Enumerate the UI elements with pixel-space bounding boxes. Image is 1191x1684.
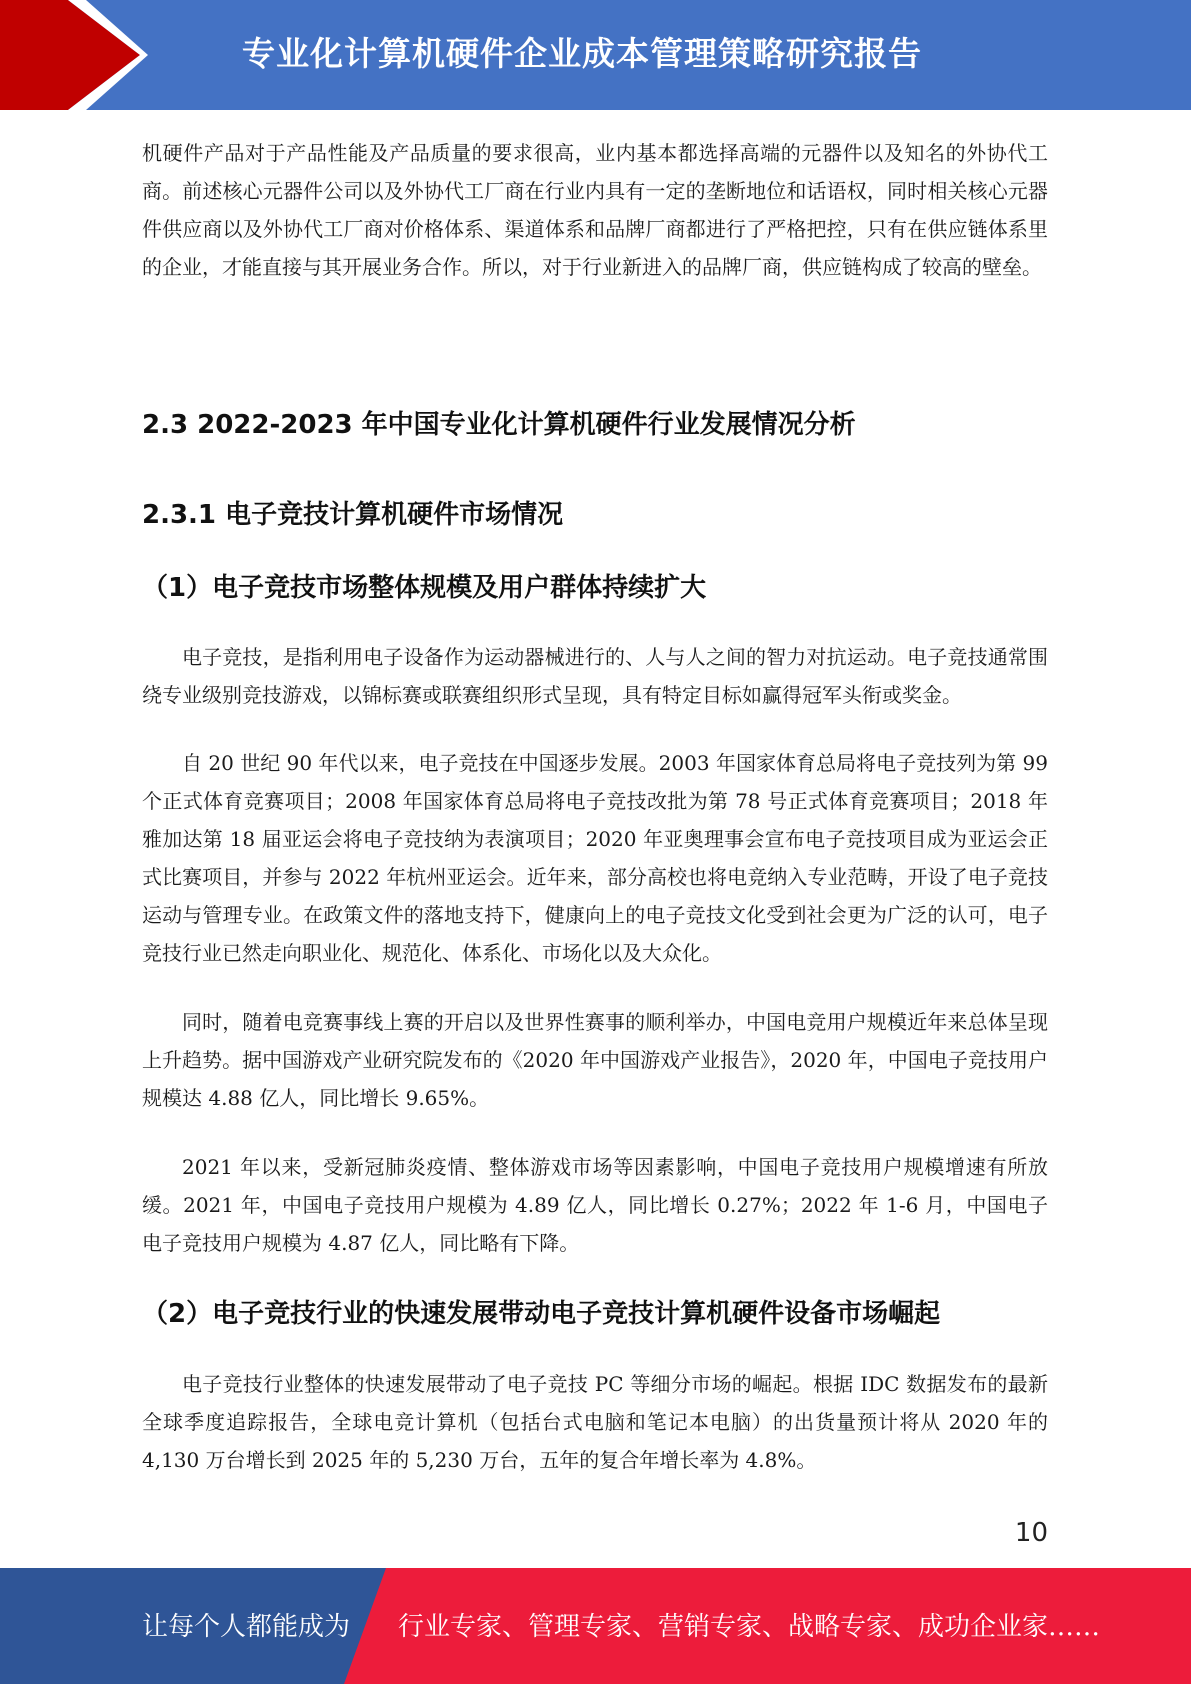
paragraph-1: 电子竞技，是指利用电子设备作为运动器械进行的、人与人之间的智力对抗运动。电子竞技通常围绕专业级别竞技游戏，以锦标赛或联赛组织形式呈现，具有特定目标如赢得冠军头衔或奖金。 [142, 645, 1048, 707]
footer-slogan-left: 让每个人都能成为 [142, 1612, 351, 1642]
page-header [0, 0, 1191, 110]
paragraph-3: 同时，随着电竞赛事线上赛的开启以及世界性赛事的顺利举办，中国电竞用户规模近年来总体呈现上升趋势。据中国游戏产业研究院发布的《2020 年中国游戏产业报告》，2020 年，中国电子竞技用户规模达 4.88 亿人，同比增长 9.65%。 [142, 1010, 1048, 1110]
page-footer [0, 1568, 1191, 1684]
paragraph-5: 电子竞技行业整体的快速发展带动了电子竞技 PC 等细分市场的崛起。根据 IDC 数据发布的最新全球季度追踪报告，全球电竞计算机（包括台式电脑和笔记本电脑）的出货量预计将从 2020 年的 4,130 万台增长到 2025 年的 5,230 万台，五年的复合年增长率为 4.8%。 [142, 1372, 1048, 1472]
point2-heading: （2）电子竞技行业的快速发展带动电子竞技计算机硬件设备市场崛起 [142, 1299, 941, 1329]
subsection-heading: 2.3.1 电子竞技计算机硬件市场情况 [142, 500, 564, 530]
page-number: 10 [1014, 1518, 1048, 1548]
point1-heading: （1）电子竞技市场整体规模及用户群体持续扩大 [142, 573, 707, 603]
paragraph-2: 自 20 世纪 90 年代以来，电子竞技在中国逐步发展。2003 年国家体育总局将电子竞技列为第 99 个正式体育竞赛项目；2008 年国家体育总局将电子竞技改批为第 78 号正式体育竞赛项目；2018 年雅加达第 18 届亚运会将电子竞技纳为表演项目；2020 年亚奥理事会宣布电子竞技项目成为亚运会正式比赛项目，并参与 2022 年杭州亚运会。近年来，部分高校也将电竞纳入专业范畴，开设了电子竞技运动与管理专业。在政策文件的落地支持下，健康向上的电子竞技文化受到社会更为广泛的认可，电子竞技行业已然走向职业化、规范化、体系化、市场化以及大众化。 [142, 751, 1048, 965]
report-title: 专业化计算机硬件企业成本管理策略研究报告 [242, 34, 922, 73]
paragraph-4: 2021 年以来，受新冠肺炎疫情、整体游戏市场等因素影响，中国电子竞技用户规模增速有所放缓。2021 年，中国电子竞技用户规模为 4.89 亿人，同比增长 0.27%；2022 年 1-6 月，中国电子电子竞技用户规模为 4.87 亿人，同比略有下降。 [142, 1155, 1048, 1255]
intro-paragraph: 机硬件产品对于产品性能及产品质量的要求很高，业内基本都选择高端的元器件以及知名的外协代工商。前述核心元器件公司以及外协代工厂商在行业内具有一定的垄断地位和话语权，同时相关核心元器件供应商以及外协代工厂商对价格体系、渠道体系和品牌厂商都进行了严格把控，只有在供应链体系里的企业，才能直接与其开展业务合作。所以，对于行业新进入的品牌厂商，供应链构成了较高的壁垒。 [142, 141, 1048, 279]
footer-slogan-right: 行业专家、管理专家、营销专家、战略专家、成功企业家…… [398, 1612, 1101, 1642]
section-heading: 2.3 2022-2023 年中国专业化计算机硬件行业发展情况分析 [142, 410, 856, 440]
